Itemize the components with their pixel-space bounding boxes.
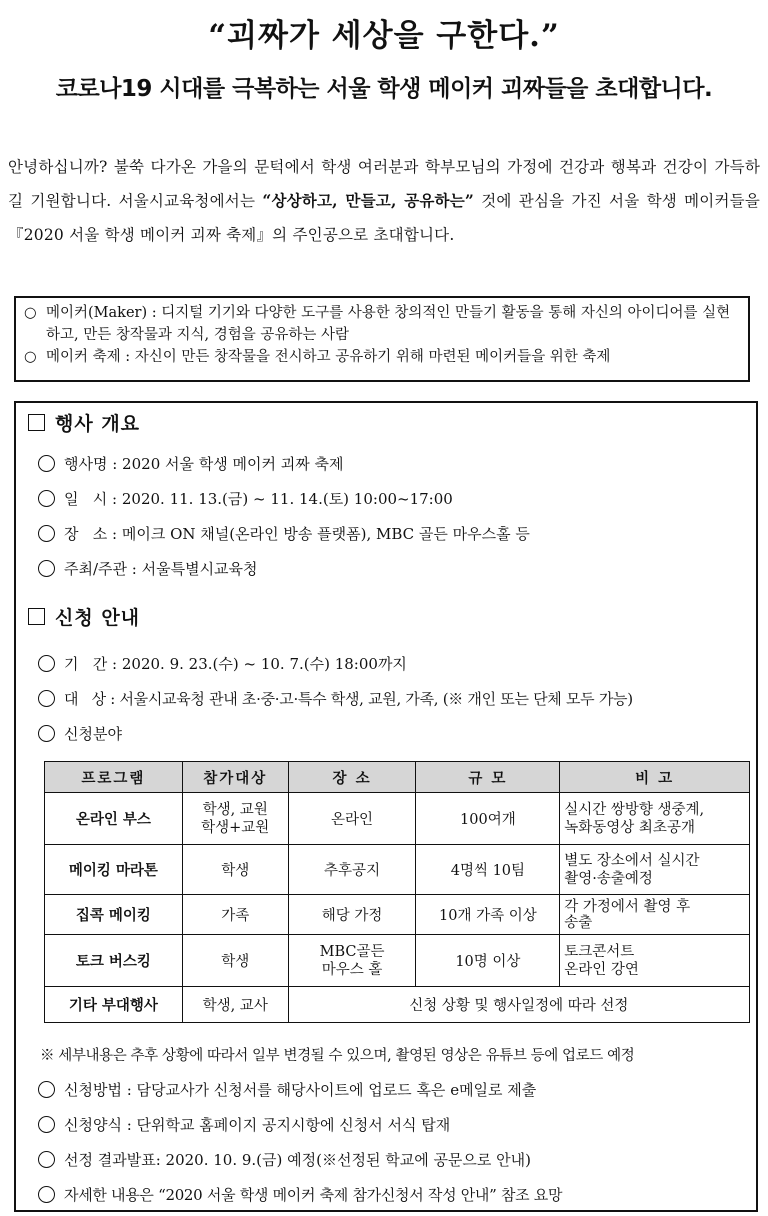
application-item: 대 상 : 서울시교육청 관내 초·중·고·특수 학생, 교원, 가족, (※ 개인 또는 단체 모두 가능): [38, 688, 633, 709]
scale-cell: 100여개: [416, 793, 560, 845]
scale-cell: 10명 이상: [416, 935, 560, 987]
circle-bullet-icon: [38, 655, 55, 672]
program-cell: 온라인 부스: [45, 793, 183, 845]
program-table: [44, 761, 750, 1023]
circle-bullet-icon: [38, 1116, 55, 1133]
note-cell: 토크콘서트 온라인 강연: [560, 935, 750, 987]
circle-bullet-icon: ○: [24, 349, 37, 365]
target-cell: 학생: [182, 935, 288, 987]
table-row: [45, 895, 750, 935]
intro-text-2: 것에 관심을 가진 서울 학생 메이커들을 『2020 서울 학생 메이커 괴짜 축제』의 주인공으로 초대합니다.: [8, 192, 760, 244]
definition-text: 메이커 축제 : 자신이 만든 창작물을 전시하고 공유하기 위해 마련된 메이커들을 위한 축제: [46, 349, 611, 365]
table-row: [45, 793, 750, 845]
definition-box: [14, 296, 750, 382]
scale-cell: 10개 가족 이상: [416, 895, 560, 935]
closing-item: 자세한 내용은 “2020 서울 학생 메이커 축제 참가신청서 작성 안내” 참조 요망: [38, 1184, 562, 1205]
note-cell: 실시간 쌍방향 생중계, 녹화동영상 최초공개: [560, 793, 750, 845]
place-cell: 추후공지: [288, 845, 416, 895]
circle-bullet-icon: [38, 1081, 55, 1098]
program-cell: 집콕 메이킹: [45, 895, 183, 935]
scale-cell: 4명씩 10팀: [416, 845, 560, 895]
program-cell: 기타 부대행사: [45, 987, 183, 1023]
closing-item: 신청양식 : 단위학교 홈페이지 공지시항에 신청서 서식 탑재: [38, 1114, 450, 1135]
table-row: [45, 845, 750, 895]
document-subtitle: 코로나19 시대를 극복하는 서울 학생 메이커 괴짜들을 초대합니다.: [55, 76, 713, 102]
table-row: [45, 987, 750, 1023]
closing-item: 신청방법 : 담당교사가 신청서를 해당사이트에 업로드 혹은 e메일로 제출: [38, 1079, 536, 1100]
circle-bullet-icon: [38, 525, 55, 542]
target-cell: 학생, 교사: [182, 987, 288, 1023]
definition-text: 메이커(Maker) : 디지털 기기와 다양한 도구를 사용한 창의적인 만들기 활동을 통해 자신의 아이디어를 실현하고, 만든 창작물과 지식, 경험을 공유하는 사람: [46, 305, 731, 343]
column-header: 프로그램: [45, 762, 183, 793]
section-heading-application: 신청 안내: [28, 603, 140, 630]
circle-bullet-icon: [38, 1186, 55, 1203]
checkbox-square-icon: [28, 414, 45, 431]
intro-paragraph: [8, 150, 760, 252]
overview-item: 일 시 : 2020. 11. 13.(금) ~ 11. 14.(토) 10:00~17:00: [38, 488, 453, 509]
circle-bullet-icon: [38, 490, 55, 507]
overview-item: 주최/주관 : 서울특별시교육청: [38, 558, 258, 579]
circle-bullet-icon: [38, 560, 55, 577]
place-cell: 온라인: [288, 793, 416, 845]
column-header: 비 고: [560, 762, 750, 793]
column-header: 장 소: [288, 762, 416, 793]
table-row: [45, 935, 750, 987]
application-item: 신청분야: [38, 723, 122, 744]
note-cell: 각 가정에서 촬영 후 송출: [560, 895, 750, 935]
table-header-row: [45, 762, 750, 793]
application-item: 기 간 : 2020. 9. 23.(수) ~ 10. 7.(수) 18:00까지: [38, 653, 407, 674]
intro-text-1: 안녕하십니까? 불쑥 다가온 가을의 문턱에서 학생 여러분과 학부모님의 가정에 건강과 행복과 건강이 가득하길 기원합니다. 서울시교육청에서는: [8, 158, 760, 210]
program-cell: 토크 버스킹: [45, 935, 183, 987]
checkbox-square-icon: [28, 608, 45, 625]
circle-bullet-icon: ○: [24, 305, 37, 321]
place-cell: 해당 가정: [288, 895, 416, 935]
document-title: “괴짜가 세상을 구한다.”: [208, 18, 560, 54]
footnote: ※ 세부내용은 추후 상황에 따라서 일부 변경될 수 있으며, 촬영된 영상은 유튜브 등에 업로드 예정: [40, 1048, 635, 1064]
target-cell: 가족: [182, 895, 288, 935]
target-cell: 학생: [182, 845, 288, 895]
section-heading-overview: 행사 개요: [28, 409, 140, 436]
circle-bullet-icon: [38, 1151, 55, 1168]
overview-item: 장 소 : 메이크 ON 채널(온라인 방송 플랫폼), MBC 골든 마우스홀 등: [38, 523, 530, 544]
closing-item: 선정 결과발표: 2020. 10. 9.(금) 예정(※선정된 학교에 공문으로 안내): [38, 1149, 531, 1170]
circle-bullet-icon: [38, 455, 55, 472]
place-cell: MBC골든 마우스 홀: [288, 935, 416, 987]
intro-emphasis: “상상하고, 만들고, 공유하는”: [262, 191, 475, 210]
circle-bullet-icon: [38, 725, 55, 742]
target-cell: 학생, 교원 학생+교원: [182, 793, 288, 845]
definition-maker: [24, 302, 740, 346]
note-cell: 별도 장소에서 실시간 촬영·송출예정: [560, 845, 750, 895]
circle-bullet-icon: [38, 690, 55, 707]
column-header: 규 모: [416, 762, 560, 793]
event-info-box: [14, 401, 758, 1212]
column-header: 참가대상: [182, 762, 288, 793]
definition-festival: [24, 346, 740, 368]
program-cell: 메이킹 마라톤: [45, 845, 183, 895]
merged-selection-cell: 신청 상황 및 행사일정에 따라 선정: [288, 987, 749, 1023]
overview-item: 행사명 : 2020 서울 학생 메이커 괴짜 축제: [38, 453, 343, 474]
